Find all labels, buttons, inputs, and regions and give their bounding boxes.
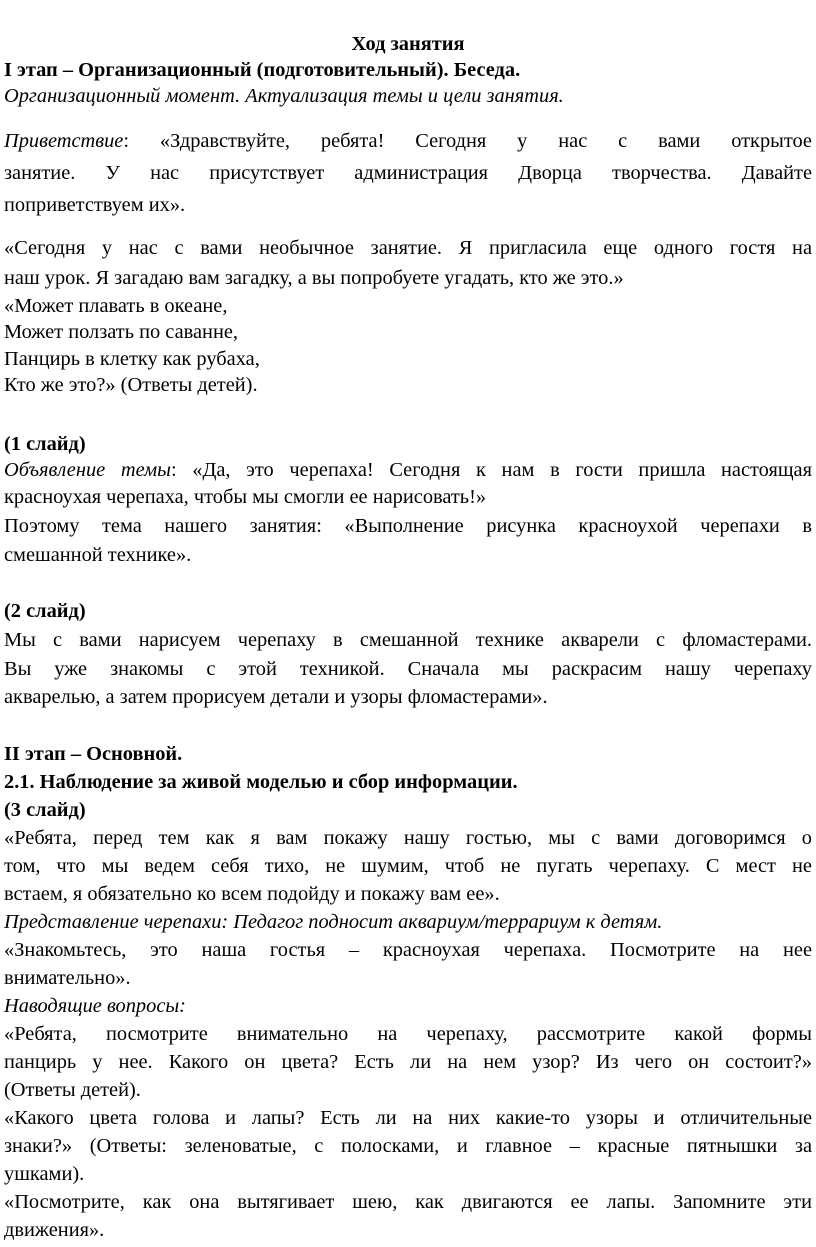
slide-3-para-1-line: том, что мы ведем себя тихо, не шумим, чтоб не пугать черепаху. С мест не [4, 855, 812, 877]
question-1-line: панцирь у нее. Какого он цвета? Есть ли на нем узор? Из чего он состоит?» [4, 1051, 812, 1073]
intro-line-1: «Сегодня у нас с вами необычное занятие. Я пригласила еще одного гостя на [4, 237, 812, 259]
greeting-label: Приветствие [4, 130, 124, 152]
question-3-line: «Посмотрите, как она вытягивает шею, как двигаются ее лапы. Запомните эти [4, 1191, 812, 1213]
stage2-subheading: 2.1. Наблюдение за живой моделью и сбор информации. [4, 771, 518, 793]
guiding-questions-label: Наводящие вопросы: [4, 995, 186, 1017]
slide-3-para-2-line: «Знакомьтесь, это наша гостья – красноухая черепаха. Посмотрите на нее [4, 939, 812, 961]
slide-2-line-1: Мы с вами нарисуем черепаху в смешанной технике акварели с фломастерами. [4, 629, 812, 651]
topic-line-2: красноухая черепаха, чтобы мы смогли ее нарисовать!» [4, 486, 487, 508]
theme-line-1: Поэтому тема нашего занятия: «Выполнение рисунка красноухой черепахи в [4, 515, 812, 537]
greeting-line-1 [4, 128, 812, 154]
stage1-subheading: Организационный момент. Актуализация темы и цели занятия. [4, 85, 564, 107]
question-3-line: движения». [4, 1219, 105, 1241]
slide-3-para-2-line: внимательно». [4, 967, 131, 989]
riddle-line: Кто же это?» (Ответы детей). [4, 374, 258, 396]
topic-label: Объявление темы [4, 459, 171, 481]
riddle-line: «Может плавать в океане, [4, 295, 228, 317]
greeting-line-2: занятие. У нас присутствует администрация Дворца творчества. Давайте [4, 162, 812, 184]
slide-3-para-1-line: «Ребята, перед тем как я вам покажу нашу гостью, мы с вами договоримся о [4, 827, 812, 849]
topic-line-1 [4, 457, 812, 483]
slide-2-line-2: Вы уже знакомы с этой техникой. Сначала мы раскрасим нашу черепаху [4, 658, 812, 680]
theme-line-2: смешанной технике». [4, 544, 192, 566]
greeting-line-3: поприветствуем их». [4, 194, 186, 216]
greeting-text-1: : «Здравствуйте, ребята! Сегодня у нас с вами открытое [123, 130, 812, 152]
question-2-line: знаки?» (Ответы: зеленоватые, с полосками, и главное – красные пятнышки за [4, 1135, 812, 1157]
slide-2-line-3: акварелью, а затем прорисуем детали и узоры фломастерами». [4, 686, 548, 708]
question-2-line: ушками). [4, 1163, 85, 1185]
topic-text-1: : «Да, это черепаха! Сегодня к нам в гости пришла настоящая [170, 459, 812, 481]
riddle-line: Панцирь в клетку как рубаха, [4, 348, 260, 370]
stage1-heading: I этап – Организационный (подготовительный). Беседа. [4, 59, 521, 81]
question-1-line: «Ребята, посмотрите внимательно на черепаху, рассмотрите какой формы [4, 1023, 812, 1045]
slide-3-para-1-line: встаем, я обязательно ко всем подойду и покажу вам ее». [4, 883, 500, 905]
slide-1-label: (1 слайд) [4, 433, 86, 455]
question-1-line: (Ответы детей). [4, 1079, 141, 1101]
intro-line-2: наш урок. Я загадаю вам загадку, а вы попробуете угадать, кто же это.» [4, 267, 624, 289]
slide-2-label: (2 слайд) [4, 600, 86, 622]
stage2-heading: II этап – Основной. [4, 743, 183, 765]
slide-3-label: (3 слайд) [4, 799, 86, 821]
question-2-line: «Какого цвета голова и лапы? Есть ли на них какие-то узоры и отличительные [4, 1107, 812, 1129]
riddle-line: Может ползать по саванне, [4, 321, 239, 343]
turtle-presentation: Представление черепахи: Педагог подносит аквариум/террариум к детям. [4, 911, 663, 933]
document-title: Ход занятия [351, 33, 465, 55]
